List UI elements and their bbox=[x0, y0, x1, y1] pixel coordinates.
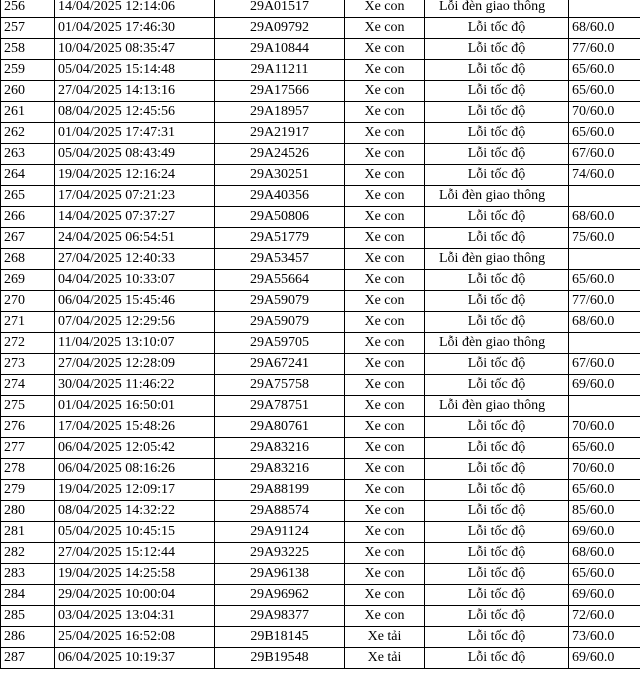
cell-row-number: 259 bbox=[1, 60, 55, 81]
cell-row-number: 273 bbox=[1, 354, 55, 375]
cell-datetime: 05/04/2025 15:14:48 bbox=[55, 60, 215, 81]
cell-license-plate: 29A50806 bbox=[215, 207, 345, 228]
cell-violation: Lỗi tốc độ bbox=[425, 228, 569, 249]
violations-table-body bbox=[1, 0, 640, 669]
table-row bbox=[1, 18, 640, 39]
table-row bbox=[1, 333, 640, 354]
cell-vehicle-type: Xe con bbox=[345, 144, 425, 165]
cell-datetime: 27/04/2025 15:12:44 bbox=[55, 543, 215, 564]
cell-speed: 72/60.0 bbox=[569, 606, 640, 627]
cell-datetime: 08/04/2025 14:32:22 bbox=[55, 501, 215, 522]
table-row bbox=[1, 480, 640, 501]
cell-row-number: 257 bbox=[1, 18, 55, 39]
cell-speed: 65/60.0 bbox=[569, 438, 640, 459]
table-row bbox=[1, 207, 640, 228]
cell-vehicle-type: Xe con bbox=[345, 228, 425, 249]
cell-vehicle-type: Xe con bbox=[345, 186, 425, 207]
cell-license-plate: 29A96962 bbox=[215, 585, 345, 606]
cell-row-number: 261 bbox=[1, 102, 55, 123]
cell-violation: Lỗi tốc độ bbox=[425, 543, 569, 564]
cell-datetime: 17/04/2025 15:48:26 bbox=[55, 417, 215, 438]
cell-speed: 69/60.0 bbox=[569, 648, 640, 669]
cell-license-plate: 29B19548 bbox=[215, 648, 345, 669]
cell-violation: Lỗi đèn giao thông bbox=[425, 249, 569, 270]
cell-row-number: 278 bbox=[1, 459, 55, 480]
cell-license-plate: 29A21917 bbox=[215, 123, 345, 144]
cell-row-number: 284 bbox=[1, 585, 55, 606]
cell-row-number: 272 bbox=[1, 333, 55, 354]
cell-speed: 68/60.0 bbox=[569, 312, 640, 333]
cell-datetime: 03/04/2025 13:04:31 bbox=[55, 606, 215, 627]
table-row bbox=[1, 606, 640, 627]
cell-datetime: 01/04/2025 17:47:31 bbox=[55, 123, 215, 144]
table-row bbox=[1, 312, 640, 333]
cell-datetime: 11/04/2025 13:10:07 bbox=[55, 333, 215, 354]
table-row bbox=[1, 81, 640, 102]
table-row bbox=[1, 354, 640, 375]
cell-license-plate: 29A88574 bbox=[215, 501, 345, 522]
cell-license-plate: 29A78751 bbox=[215, 396, 345, 417]
cell-license-plate: 29A01517 bbox=[215, 0, 345, 18]
cell-row-number: 265 bbox=[1, 186, 55, 207]
cell-violation: Lỗi tốc độ bbox=[425, 564, 569, 585]
table-row bbox=[1, 459, 640, 480]
cell-violation: Lỗi đèn giao thông bbox=[425, 396, 569, 417]
cell-license-plate: 29A24526 bbox=[215, 144, 345, 165]
cell-violation: Lỗi tốc độ bbox=[425, 501, 569, 522]
cell-row-number: 274 bbox=[1, 375, 55, 396]
cell-speed: 65/60.0 bbox=[569, 480, 640, 501]
cell-violation: Lỗi tốc độ bbox=[425, 375, 569, 396]
cell-vehicle-type: Xe con bbox=[345, 0, 425, 18]
cell-row-number: 281 bbox=[1, 522, 55, 543]
cell-row-number: 282 bbox=[1, 543, 55, 564]
cell-datetime: 14/04/2025 12:14:06 bbox=[55, 0, 215, 18]
cell-datetime: 14/04/2025 07:37:27 bbox=[55, 207, 215, 228]
cell-violation: Lỗi tốc độ bbox=[425, 165, 569, 186]
cell-datetime: 01/04/2025 17:46:30 bbox=[55, 18, 215, 39]
cell-license-plate: 29A17566 bbox=[215, 81, 345, 102]
cell-license-plate: 29A59079 bbox=[215, 291, 345, 312]
cell-row-number: 286 bbox=[1, 627, 55, 648]
cell-vehicle-type: Xe con bbox=[345, 396, 425, 417]
cell-row-number: 277 bbox=[1, 438, 55, 459]
table-row bbox=[1, 228, 640, 249]
cell-license-plate: 29A98377 bbox=[215, 606, 345, 627]
table-row bbox=[1, 102, 640, 123]
cell-vehicle-type: Xe con bbox=[345, 543, 425, 564]
cell-license-plate: 29A11211 bbox=[215, 60, 345, 81]
cell-license-plate: 29A51779 bbox=[215, 228, 345, 249]
cell-speed: 77/60.0 bbox=[569, 39, 640, 60]
cell-vehicle-type: Xe con bbox=[345, 606, 425, 627]
cell-violation: Lỗi tốc độ bbox=[425, 585, 569, 606]
cell-vehicle-type: Xe con bbox=[345, 312, 425, 333]
cell-vehicle-type: Xe con bbox=[345, 18, 425, 39]
cell-license-plate: 29A93225 bbox=[215, 543, 345, 564]
cell-speed: 70/60.0 bbox=[569, 459, 640, 480]
cell-speed: 68/60.0 bbox=[569, 207, 640, 228]
cell-datetime: 30/04/2025 11:46:22 bbox=[55, 375, 215, 396]
table-row bbox=[1, 627, 640, 648]
cell-vehicle-type: Xe con bbox=[345, 522, 425, 543]
cell-violation: Lỗi tốc độ bbox=[425, 438, 569, 459]
cell-violation: Lỗi tốc độ bbox=[425, 123, 569, 144]
table-row bbox=[1, 396, 640, 417]
cell-vehicle-type: Xe con bbox=[345, 207, 425, 228]
cell-license-plate: 29A75758 bbox=[215, 375, 345, 396]
cell-datetime: 04/04/2025 10:33:07 bbox=[55, 270, 215, 291]
cell-violation: Lỗi tốc độ bbox=[425, 207, 569, 228]
table-row bbox=[1, 165, 640, 186]
cell-vehicle-type: Xe con bbox=[345, 39, 425, 60]
cell-license-plate: 29A83216 bbox=[215, 459, 345, 480]
cell-speed: 65/60.0 bbox=[569, 60, 640, 81]
cell-license-plate: 29A40356 bbox=[215, 186, 345, 207]
cell-license-plate: 29A80761 bbox=[215, 417, 345, 438]
cell-license-plate: 29A18957 bbox=[215, 102, 345, 123]
cell-datetime: 27/04/2025 12:40:33 bbox=[55, 249, 215, 270]
cell-violation: Lỗi đèn giao thông bbox=[425, 0, 569, 18]
cell-row-number: 262 bbox=[1, 123, 55, 144]
cell-violation: Lỗi tốc độ bbox=[425, 627, 569, 648]
cell-speed: 69/60.0 bbox=[569, 375, 640, 396]
cell-violation: Lỗi tốc độ bbox=[425, 39, 569, 60]
cell-row-number: 279 bbox=[1, 480, 55, 501]
cell-vehicle-type: Xe con bbox=[345, 354, 425, 375]
cell-row-number: 269 bbox=[1, 270, 55, 291]
cell-speed: 69/60.0 bbox=[569, 522, 640, 543]
cell-license-plate: 29A59705 bbox=[215, 333, 345, 354]
cell-violation: Lỗi tốc độ bbox=[425, 270, 569, 291]
cell-vehicle-type: Xe con bbox=[345, 480, 425, 501]
cell-speed: 69/60.0 bbox=[569, 585, 640, 606]
cell-license-plate: 29A55664 bbox=[215, 270, 345, 291]
cell-vehicle-type: Xe con bbox=[345, 438, 425, 459]
table-row bbox=[1, 564, 640, 585]
cell-vehicle-type: Xe con bbox=[345, 165, 425, 186]
cell-vehicle-type: Xe con bbox=[345, 123, 425, 144]
cell-license-plate: 29A67241 bbox=[215, 354, 345, 375]
cell-datetime: 06/04/2025 10:19:37 bbox=[55, 648, 215, 669]
cell-datetime: 19/04/2025 14:25:58 bbox=[55, 564, 215, 585]
cell-vehicle-type: Xe tải bbox=[345, 648, 425, 669]
cell-row-number: 280 bbox=[1, 501, 55, 522]
cell-row-number: 275 bbox=[1, 396, 55, 417]
table-row bbox=[1, 186, 640, 207]
cell-row-number: 276 bbox=[1, 417, 55, 438]
cell-speed bbox=[569, 0, 640, 18]
cell-license-plate: 29A09792 bbox=[215, 18, 345, 39]
cell-datetime: 06/04/2025 08:16:26 bbox=[55, 459, 215, 480]
cell-violation: Lỗi tốc độ bbox=[425, 354, 569, 375]
cell-vehicle-type: Xe con bbox=[345, 249, 425, 270]
cell-datetime: 25/04/2025 16:52:08 bbox=[55, 627, 215, 648]
cell-violation: Lỗi tốc độ bbox=[425, 291, 569, 312]
table-row bbox=[1, 648, 640, 669]
cell-datetime: 07/04/2025 12:29:56 bbox=[55, 312, 215, 333]
cell-speed: 70/60.0 bbox=[569, 102, 640, 123]
cell-speed: 85/60.0 bbox=[569, 501, 640, 522]
cell-violation: Lỗi tốc độ bbox=[425, 312, 569, 333]
cell-datetime: 27/04/2025 14:13:16 bbox=[55, 81, 215, 102]
cell-row-number: 268 bbox=[1, 249, 55, 270]
cell-speed: 68/60.0 bbox=[569, 18, 640, 39]
cell-datetime: 08/04/2025 12:45:56 bbox=[55, 102, 215, 123]
table-row bbox=[1, 501, 640, 522]
cell-row-number: 266 bbox=[1, 207, 55, 228]
cell-violation: Lỗi tốc độ bbox=[425, 459, 569, 480]
cell-vehicle-type: Xe con bbox=[345, 60, 425, 81]
cell-violation: Lỗi đèn giao thông bbox=[425, 186, 569, 207]
table-row bbox=[1, 585, 640, 606]
cell-vehicle-type: Xe con bbox=[345, 564, 425, 585]
cell-speed: 73/60.0 bbox=[569, 627, 640, 648]
cell-row-number: 256 bbox=[1, 0, 55, 18]
cell-speed bbox=[569, 186, 640, 207]
cell-row-number: 285 bbox=[1, 606, 55, 627]
cell-vehicle-type: Xe con bbox=[345, 102, 425, 123]
cell-speed: 77/60.0 bbox=[569, 291, 640, 312]
cell-license-plate: 29A30251 bbox=[215, 165, 345, 186]
cell-violation: Lỗi tốc độ bbox=[425, 81, 569, 102]
cell-speed: 65/60.0 bbox=[569, 123, 640, 144]
table-row bbox=[1, 291, 640, 312]
cell-vehicle-type: Xe con bbox=[345, 375, 425, 396]
cell-speed: 67/60.0 bbox=[569, 354, 640, 375]
cell-speed: 67/60.0 bbox=[569, 144, 640, 165]
table-row bbox=[1, 522, 640, 543]
cell-datetime: 05/04/2025 10:45:15 bbox=[55, 522, 215, 543]
table-row bbox=[1, 123, 640, 144]
cell-datetime: 06/04/2025 12:05:42 bbox=[55, 438, 215, 459]
cell-row-number: 287 bbox=[1, 648, 55, 669]
cell-datetime: 19/04/2025 12:16:24 bbox=[55, 165, 215, 186]
cell-speed: 65/60.0 bbox=[569, 564, 640, 585]
cell-datetime: 29/04/2025 10:00:04 bbox=[55, 585, 215, 606]
cell-violation: Lỗi tốc độ bbox=[425, 18, 569, 39]
cell-license-plate: 29A53457 bbox=[215, 249, 345, 270]
cell-speed bbox=[569, 333, 640, 354]
table-row bbox=[1, 144, 640, 165]
cell-violation: Lỗi tốc độ bbox=[425, 60, 569, 81]
table-row bbox=[1, 0, 640, 18]
cell-vehicle-type: Xe con bbox=[345, 417, 425, 438]
cell-row-number: 263 bbox=[1, 144, 55, 165]
table-row bbox=[1, 375, 640, 396]
cell-datetime: 17/04/2025 07:21:23 bbox=[55, 186, 215, 207]
cell-datetime: 19/04/2025 12:09:17 bbox=[55, 480, 215, 501]
cell-vehicle-type: Xe con bbox=[345, 333, 425, 354]
cell-datetime: 05/04/2025 08:43:49 bbox=[55, 144, 215, 165]
cell-speed: 70/60.0 bbox=[569, 417, 640, 438]
table-row bbox=[1, 543, 640, 564]
cell-row-number: 270 bbox=[1, 291, 55, 312]
cell-vehicle-type: Xe con bbox=[345, 270, 425, 291]
cell-speed: 75/60.0 bbox=[569, 228, 640, 249]
cell-row-number: 258 bbox=[1, 39, 55, 60]
cell-datetime: 24/04/2025 06:54:51 bbox=[55, 228, 215, 249]
cell-violation: Lỗi tốc độ bbox=[425, 417, 569, 438]
cell-vehicle-type: Xe con bbox=[345, 585, 425, 606]
cell-violation: Lỗi đèn giao thông bbox=[425, 333, 569, 354]
cell-speed: 65/60.0 bbox=[569, 81, 640, 102]
cell-row-number: 267 bbox=[1, 228, 55, 249]
cell-violation: Lỗi tốc độ bbox=[425, 102, 569, 123]
table-row bbox=[1, 39, 640, 60]
table-row bbox=[1, 60, 640, 81]
cell-license-plate: 29A96138 bbox=[215, 564, 345, 585]
cell-license-plate: 29A59079 bbox=[215, 312, 345, 333]
cell-datetime: 06/04/2025 15:45:46 bbox=[55, 291, 215, 312]
cell-vehicle-type: Xe con bbox=[345, 81, 425, 102]
cell-violation: Lỗi tốc độ bbox=[425, 480, 569, 501]
cell-violation: Lỗi tốc độ bbox=[425, 144, 569, 165]
cell-vehicle-type: Xe con bbox=[345, 501, 425, 522]
cell-datetime: 10/04/2025 08:35:47 bbox=[55, 39, 215, 60]
table-row bbox=[1, 270, 640, 291]
cell-vehicle-type: Xe con bbox=[345, 459, 425, 480]
cell-row-number: 271 bbox=[1, 312, 55, 333]
cell-license-plate: 29A83216 bbox=[215, 438, 345, 459]
cell-speed: 65/60.0 bbox=[569, 270, 640, 291]
table-row bbox=[1, 249, 640, 270]
cell-license-plate: 29B18145 bbox=[215, 627, 345, 648]
cell-speed: 74/60.0 bbox=[569, 165, 640, 186]
cell-violation: Lỗi tốc độ bbox=[425, 606, 569, 627]
cell-speed bbox=[569, 396, 640, 417]
cell-license-plate: 29A10844 bbox=[215, 39, 345, 60]
cell-vehicle-type: Xe con bbox=[345, 291, 425, 312]
cell-license-plate: 29A88199 bbox=[215, 480, 345, 501]
cell-datetime: 01/04/2025 16:50:01 bbox=[55, 396, 215, 417]
cell-violation: Lỗi tốc độ bbox=[425, 522, 569, 543]
cell-speed bbox=[569, 249, 640, 270]
cell-violation: Lỗi tốc độ bbox=[425, 648, 569, 669]
cell-row-number: 264 bbox=[1, 165, 55, 186]
cell-license-plate: 29A91124 bbox=[215, 522, 345, 543]
table-row bbox=[1, 417, 640, 438]
table-row bbox=[1, 438, 640, 459]
cell-row-number: 260 bbox=[1, 81, 55, 102]
cell-speed: 68/60.0 bbox=[569, 543, 640, 564]
cell-vehicle-type: Xe tải bbox=[345, 627, 425, 648]
cell-datetime: 27/04/2025 12:28:09 bbox=[55, 354, 215, 375]
cell-row-number: 283 bbox=[1, 564, 55, 585]
